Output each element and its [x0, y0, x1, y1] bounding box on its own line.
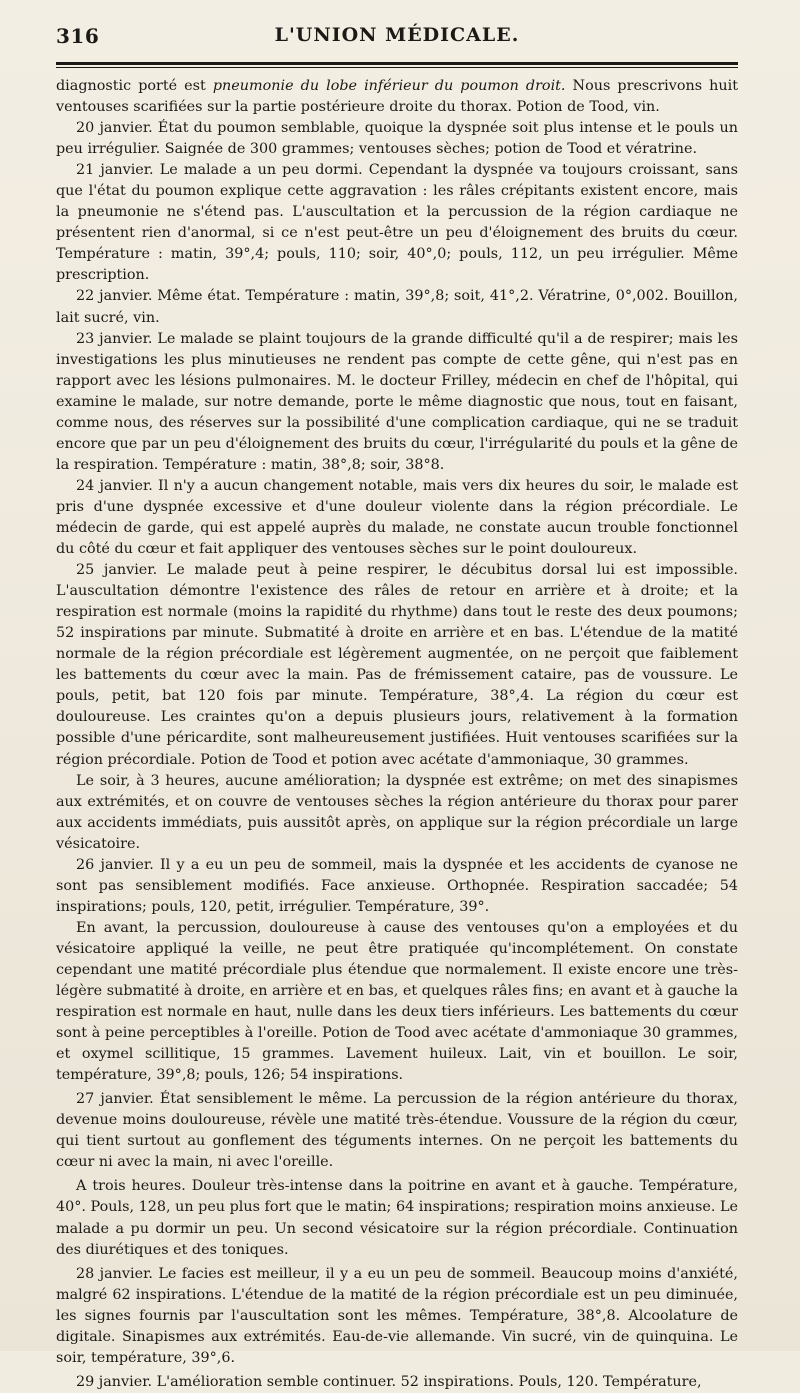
article-body [56, 76, 738, 1393]
paragraph-25-janvier-soir: Le soir, à 3 heures, aucune amélioration; la dyspnée est extrême; on met des sinapismes aux extrémités, et on couvre de ventouses sèches la région antérieure du thorax pour parer aux accidents immédiats, puis aussitôt après, on applique sur la région précordiale un large vésicatoire. [56, 772, 738, 852]
paragraph-26-janvier-en-avant: En avant, la percussion, douloureuse à cause des ventouses qu'on a employées et du vésicatoire appliqué la veille, ne peut être pratiquée qu'incomplétement. On constate cependant une matité précordiale plus étendue que normalement. Il existe encore une très-légère submatité à droite, en arrière et en bas, et quelques râles fins; en avant et à gauche la respiration est normale en haut, nulle dans les deux tiers inférieurs. Les battements du cœur sont à peine perceptibles à l'oreille. Potion de Tood avec acétate d'ammoniaque 30 grammes, et oxymel scillitique, 15 grammes. Lavement huileux. Lait, vin et bouillon. Le soir, température, 39°,8; pouls, 126; 54 inspirations. [56, 919, 738, 1084]
page-number: 316 [56, 24, 100, 48]
paragraph-24-janvier: 24 janvier. Il n'y a aucun changement notable, mais vers dix heures du soir, le malade est pris d'une dyspnée excessive et d'une douleur violente dans la région précordiale. Le médecin de garde, qui est appelé auprès du malade, ne constate aucun trouble fonctionnel du côté du cœur et fait appliquer des ventouses sèches sur le point douloureux. [56, 477, 738, 558]
paragraph-28-janvier: 28 janvier. Le facies est meilleur, il y a eu un peu de sommeil. Beaucoup moins d'anxiété, malgré 62 inspirations. L'étendue de la matité de la région précordiale est un peu diminuée, les signes fournis par l'auscultation sont les mêmes. Température, 38°,8. Alcoolature de digitale. Sinapismes aux extrémités. Eau-de-vie allemande. Vin sucré, vin de quinquina. Le soir, température, 39°,6. [56, 1265, 738, 1366]
paragraph-27-janvier: 27 janvier. État sensiblement le même. La percussion de la région antérieure du thorax, devenue moins douloureuse, révèle une matité très-étendue. Voussure de la région du cœur, qui tient surtout au gonflement des téguments internes. On ne perçoit les battements du cœur ni avec la main, ni avec l'oreille. [56, 1091, 738, 1171]
paragraph-25-janvier: 25 janvier. Le malade peut à peine respirer, le décubitus dorsal lui est impossible. L'auscultation démontre l'existence des râles de retour en arrière et à droite; et la respiration est normale (moins la rapidité du rhythme) dans tout le reste des deux poumons; 52 inspirations par minute. Submatité à droite en arrière et en bas. L'étendue de la matité normale de la région précordiale est légèrement augmentée, on ne perçoit que faiblement les battements du cœur avec la main. Pas de frémissement cataire, pas de voussure. Le pouls, petit, bat 120 fois par minute. Température, 38°,4. La région du cœur est douloureuse. Les craintes qu'on a depuis plusieurs jours, relativement à la formation possible d'une péricardite, sont malheureusement justifiées. Huit ventouses scarifiées sur la région précordiale. Potion de Tood et potion avec acétate d'ammoniaque, 30 grammes. [56, 562, 738, 768]
diagnostic-rest: Nous prescrivons huit ventouses scarifiées sur la partie postérieure droite du thorax. Potion de Tood, vin. [56, 78, 739, 116]
paragraph-27-janvier-trois-heures: A trois heures. Douleur très-intense dans la poitrine en avant et à gauche. Température, 40°. Pouls, 128, un peu plus fort que le matin; 64 inspirations; respiration moins anxieuse. Le malade a pu dormir un peu. Un second vésicatoire sur la région précordiale. Continuation des diurétiques et des toniques. [56, 1178, 738, 1258]
paragraph-29-janvier: 29 janvier. L'amélioration semble continuer. 52 inspirations. Pouls, 120. Température, [76, 1373, 702, 1390]
paragraph-diagnostic [56, 76, 738, 118]
diagnostic-italic: pneumonie du lobe inférieur du poumon droit. [212, 78, 566, 94]
running-title: L'UNION MÉDICALE. [274, 24, 520, 46]
paragraph-20-janvier: 20 janvier. État du poumon semblable, quoique la dyspnée soit plus intense et le pouls un peu irrégulier. Saignée de 300 grammes; ventouses sèches; potion de Tood et vératrine. [56, 120, 738, 158]
paragraph-26-janvier: 26 janvier. Il y a eu un peu de sommeil, mais la dyspnée et les accidents de cyanose ne sont pas sensiblement modifiés. Face anxieuse. Orthopnée. Respiration saccadée; 54 inspirations; pouls, 120, petit, irrégulier. Température, 39°. [56, 856, 738, 915]
paragraph-22-janvier: 22 janvier. Même état. Température : matin, 39°,8; soit, 41°,2. Vératrine, 0°,002. Bouillon, lait sucré, vin. [56, 288, 738, 326]
header-rule [56, 62, 738, 68]
paragraph-21-janvier: 21 janvier. Le malade a un peu dormi. Cependant la dyspnée va toujours croissant, sans que l'état du poumon explique cette aggravation : les râles crépitants existent encore, mais la pneumonie ne s'étend pas. L'auscultation et la percussion de la région cardiaque ne présentent rien d'anormal, si ce n'est peut-être un peu d'éloignement des bruits du cœur. Température : matin, 39°,4; pouls, 110; soir, 40°,0; pouls, 112, un peu irrégulier. Même prescription. [56, 162, 738, 284]
page-header [56, 24, 738, 58]
diagnostic-lead: diagnostic porté est [56, 78, 213, 94]
paragraph-23-janvier: 23 janvier. Le malade se plaint toujours de la grande difficulté qu'il a de respirer; mais les investigations les plus minutieuses ne rendent pas compte de cette gêne, qui n'est pas en rapport avec les lésions pulmonaires. M. le docteur Frilley, médecin en chef de l'hôpital, qui examine le malade, sur notre demande, porte le même diagnostic que nous, tout en faisant, comme nous, des réserves sur la possibilité d'une complication cardiaque, qui ne se traduit encore que par un peu d'éloignement des bruits du cœur, l'irrégularité du pouls et la gêne de la respiration. Température : matin, 38°,8; soir, 38°8. [56, 330, 738, 473]
